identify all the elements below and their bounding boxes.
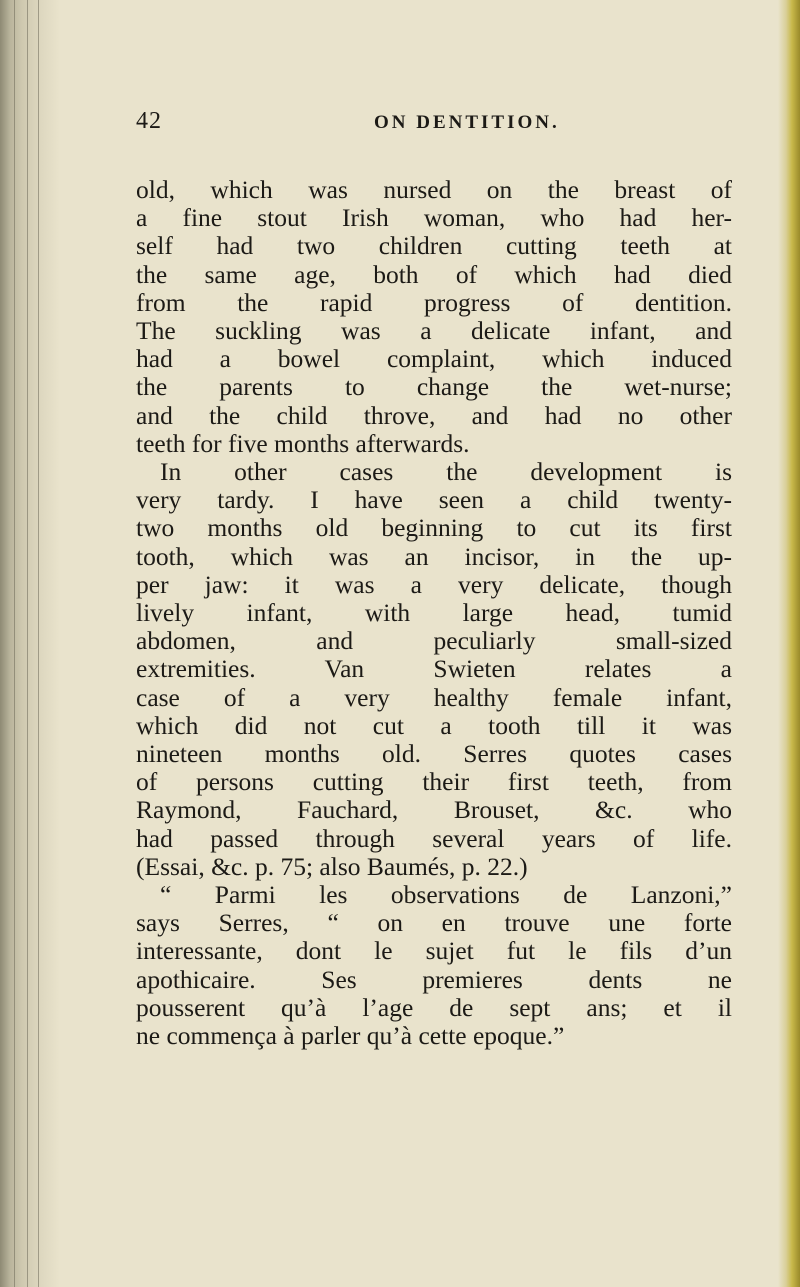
text-line: lively infant, with large head, tumid: [136, 598, 732, 628]
text-line: ne commença à parler qu’à cette epoque.”: [136, 1021, 565, 1051]
text-line: abdomen, and peculiarly small-sized: [136, 626, 732, 656]
text-line: self had two children cutting teeth at: [136, 231, 732, 261]
gutter-line: [38, 0, 39, 1287]
text-line: pousserent qu’à l’age de sept ans; et il: [136, 992, 732, 1022]
text-line: “ Parmi les observations de Lanzoni,”: [160, 880, 732, 910]
text-line: of persons cutting their first teeth, from: [136, 767, 732, 797]
text-line: a fine stout Irish woman, who had her-: [136, 203, 732, 233]
text-line: Raymond, Fauchard, Brouset, &c. who: [136, 795, 732, 825]
text-line: two months old beginning to cut its first: [136, 513, 732, 543]
book-page: [136, 108, 732, 1050]
text-line: In other cases the development is: [160, 457, 732, 487]
text-line: very tardy. I have seen a child twenty-: [136, 485, 732, 515]
text-line: per jaw: it was a very delicate, though: [136, 569, 732, 599]
text-line: had a bowel complaint, which induced: [136, 344, 732, 374]
text-line: and the child throve, and had no other: [136, 400, 732, 430]
text-line: extremities. Van Swieten relates a: [136, 654, 732, 684]
text-line: case of a very healthy female infant,: [136, 682, 732, 712]
text-line: nineteen months old. Serres quotes cases: [136, 739, 732, 769]
text-line: (Essai, &c. p. 75; also Baumés, p. 22.): [136, 851, 528, 881]
binding-gutter: [0, 0, 60, 1287]
running-head: ON DENTITION.: [374, 112, 560, 133]
text-line: old, which was nursed on the breast of: [136, 175, 732, 204]
body-text: [136, 176, 732, 1050]
text-line: which did not cut a tooth till it was: [136, 710, 732, 740]
text-line: tooth, which was an incisor, in the up-: [136, 541, 732, 571]
text-line: the parents to change the wet-nurse;: [136, 372, 732, 402]
text-line: says Serres, “ on en trouve une forte: [136, 908, 732, 938]
gutter-line: [14, 0, 15, 1287]
text-line: the same age, both of which had died: [136, 259, 732, 289]
text-line: interessante, dont le sujet fut le fils d’un: [136, 936, 732, 966]
text-line: had passed through several years of life.: [136, 823, 732, 853]
text-line: The suckling was a delicate infant, and: [136, 316, 732, 346]
text-line: apothicaire. Ses premieres dents ne: [136, 964, 732, 994]
page-number: 42: [136, 108, 162, 134]
page-header: [136, 108, 732, 148]
text-line: teeth for five months afterwards.: [136, 428, 470, 458]
gutter-line: [27, 0, 28, 1287]
text-line: from the rapid progress of dentition.: [136, 287, 732, 317]
page-edge: [778, 0, 800, 1287]
